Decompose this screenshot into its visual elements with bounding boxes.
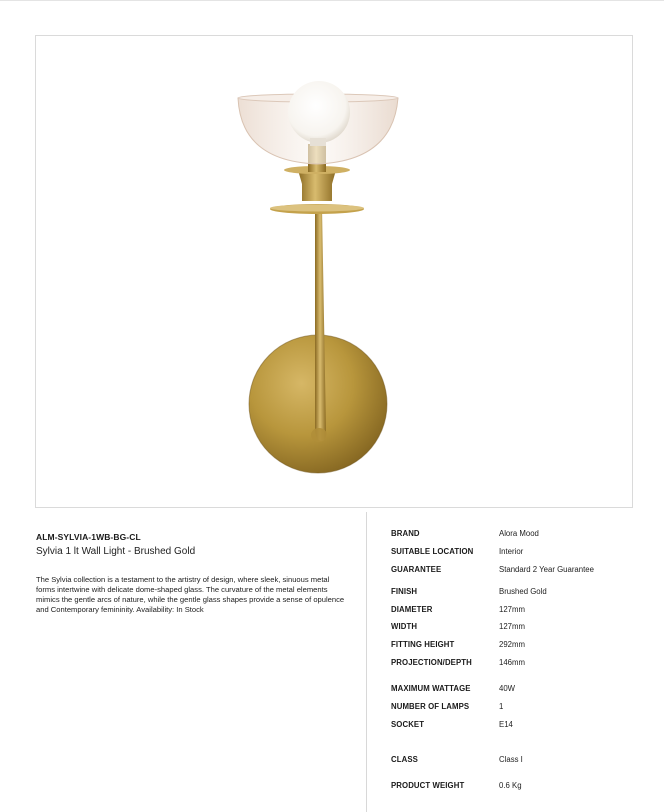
spec-row-suitable-location: [391, 547, 661, 559]
product-description: The Sylvia collection is a testament to the artistry of design, where sleek, sinuous metal forms intertwine with delicate dome-shaped glass. The curvature of the metal elements mimics the gentle arcs of nature, while the gentle glass shapes provide a sense of opulence and Contemporary femininity. Availability: In Stock: [36, 575, 345, 614]
spec-row-finish: [391, 587, 661, 599]
spec-value: Class I: [499, 755, 523, 764]
product-name: Sylvia 1 lt Wall Light - Brushed Gold: [36, 546, 196, 557]
spec-label: PRODUCT WEIGHT: [391, 781, 465, 790]
product-sku: ALM-SYLVIA-1WB-BG-CL: [36, 532, 141, 542]
spec-value: E14: [499, 720, 513, 729]
spec-label: FITTING HEIGHT: [391, 640, 455, 649]
spec-value: Interior: [499, 547, 524, 556]
spec-label: PROJECTION/DEPTH: [391, 658, 472, 667]
spec-label: DIAMETER: [391, 605, 433, 614]
spec-label: CLASS: [391, 755, 418, 764]
spec-value: 292mm: [499, 640, 525, 649]
spec-label: GUARANTEE: [391, 565, 442, 574]
spec-row-number-of-lamps: [391, 702, 661, 714]
spec-row-diameter: [391, 605, 661, 617]
spec-row-maximum-wattage: [391, 684, 661, 696]
spec-label: NUMBER OF LAMPS: [391, 702, 470, 711]
spec-value: 1: [499, 702, 504, 711]
arm-rod: [315, 206, 326, 441]
wall-light-illustration: [36, 36, 634, 509]
spec-row-guarantee: [391, 565, 661, 577]
product-image: [35, 35, 633, 508]
spec-value: 127mm: [499, 622, 525, 631]
column-divider: [366, 512, 367, 812]
spec-row-class: [391, 755, 661, 767]
spec-row-projection-depth: [391, 658, 661, 670]
spec-value: Standard 2 Year Guarantee: [499, 565, 594, 574]
spec-value: 40W: [499, 684, 516, 693]
spec-row-fitting-height: [391, 640, 661, 652]
spec-row-socket: [391, 720, 661, 732]
page-top-border: [0, 0, 664, 1]
spec-value: Alora Mood: [499, 529, 539, 538]
spec-label: FINISH: [391, 587, 418, 596]
spec-label: MAXIMUM WATTAGE: [391, 684, 471, 693]
spec-value: 127mm: [499, 605, 525, 614]
spec-value: Brushed Gold: [499, 587, 547, 596]
lamp-holder: [298, 170, 336, 201]
spec-row-product-weight: [391, 781, 661, 793]
spec-value: 0.6 Kg: [499, 781, 522, 790]
spec-row-brand: [391, 529, 661, 541]
spec-label: SUITABLE LOCATION: [391, 547, 474, 556]
spec-label: WIDTH: [391, 622, 418, 631]
spec-value: 146mm: [499, 658, 525, 667]
bulb: [288, 81, 350, 143]
spec-label: SOCKET: [391, 720, 425, 729]
spec-label: BRAND: [391, 529, 420, 538]
spec-row-width: [391, 622, 661, 634]
